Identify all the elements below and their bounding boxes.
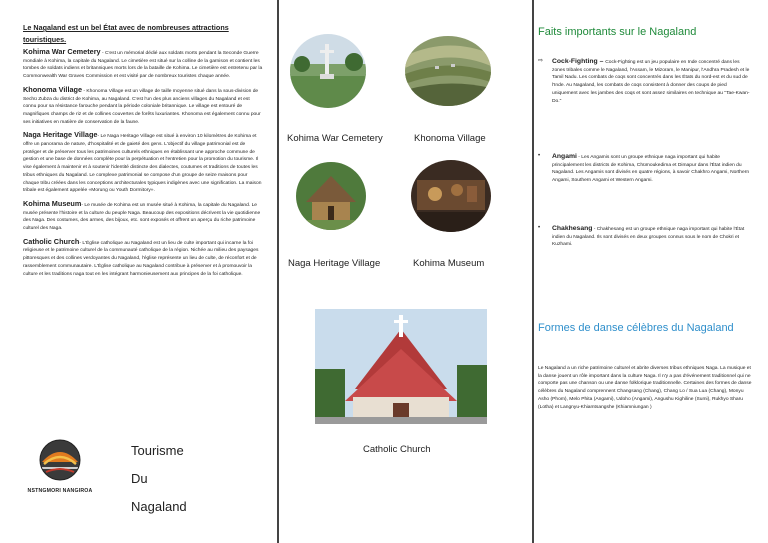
right-panel xyxy=(534,0,768,543)
entry-text: - Le Naga Heritage Village est situé à environ 10 kilomètres de Kohima et offre un panorama de nature, d'hospitalité et de gaieté des gens. L'objectif du village patrimonial est de protéger et de préserver tous les patrimoines culturels ethniques en établissant une approche commune de gestion et une base de données complète pour la perpétuation et l'entretien pour la promotion du tourisme. Il vise également à maintenir et à soutenir l'identité distincte des dialectes, coutumes et traditions de toutes les tribus ethniques du Nagaland. Le complexe patrimonial se compose d'un groupe de seize maisons pour chaque tribu créées dans les conceptions architecturales typiques indigènes avec une signification. La maison tribale est également appelée «Morung ou Youth Dormitory». xyxy=(23,134,262,194)
fact-item-chakhesang xyxy=(538,225,753,249)
arrow-bullet-icon: ⇨ xyxy=(538,58,544,64)
fact-text: Cock-Fighting est un jeu populaire en Inde concentré dans les zones tribales comme le Nagaland, l'Assam, le Mizoram, le Manipur, l'Andhra Pradesh et le Tamil Nadu. Les combats de coqs sont concentrés dans les États du nord-est et du sud de l'Inde. Au Nagaland, les combats de coqs consistent à donner des coups de pied uniquement avec les jambes des coqs et sont assez similaires en technique au "Tae-Kwan-Do." xyxy=(552,60,750,104)
attractions-heading: Le Nagaland est un bel État avec de nombreuses attractions touristiques. xyxy=(23,23,229,44)
entry-kohima-museum xyxy=(23,200,263,233)
kohima-museum-photo xyxy=(411,160,491,232)
entry-title: Kohima War Cemetery xyxy=(23,47,101,56)
fact-title: Angami xyxy=(552,153,577,160)
entry-war-cemetery xyxy=(23,48,263,81)
divider-left xyxy=(277,0,279,543)
fact-item-cock-fighting xyxy=(538,58,753,105)
entry-title: Naga Heritage Village xyxy=(23,130,98,140)
entry-text: - Le musée de Kohima est un musée situé à Kohima, la capitale du Nagaland. Le musée présente l'histoire et la culture du peuple Naga. Beaucoup des expositions décrivent la vie quotidienne des Naga. Des costumes, des armes, des bijoux, etc. sont exposés et offrent un aperçu du riche patrimoine culturel des Naga. xyxy=(23,202,261,232)
war-cemetery-photo xyxy=(290,34,366,108)
heritage-village-photo xyxy=(296,162,366,230)
entry-text: - C'est un mémorial dédié aux soldats morts pendant la Seconde Guerre mondiale à Kohima, la capitale du Nagaland. Le cimetière est situé sur la colline de la garnison et contient les tombes de soldats indiens et britanniques morts lors de la bataille de Kohima. Le cimetière est entretenu par la Commonwealth War Graves Commission et est visité par de nombreux touristes chaque année. xyxy=(23,51,263,80)
logo-emblem-icon xyxy=(30,438,90,484)
fact-text: - Chakhesang est un groupe ethnique naga important qui habite l'État indien du Nagaland. Ils sont divisés en deux groupes connus sous le nom de Chokri et Kuzhami. xyxy=(552,227,745,248)
dance-paragraph: Le Nagaland a un riche patrimoine culturel et abrite diverses tribus ethniques Naga. La musique et la danse jouent un rôle important dans la culture Naga. Il n'y a pas d'événement traditionnel qui ne comporte pas une chanson ou une danse folklorique traditionnelle. Certaines des formes de danse célèbres du Nagaland comprennent Changsang (Chang), Chang Lo / Sua Lua (Chang), Monyu Asho (Phom), Melo Phita (Angami), Udoho (Angami), Angushu Kighiline (Sumi), Rukhyo Sharu (Lotha) et Langnyu-Khiamtsangshe (Khiamniungan ) xyxy=(538,366,752,410)
caption-kohima-museum: Kohima Museum xyxy=(413,258,485,269)
khonoma-photo xyxy=(405,36,491,106)
tourism-line-1: Tourisme xyxy=(131,443,184,458)
entry-title: Kohima Museum xyxy=(23,198,82,208)
tourism-line-2: Du xyxy=(131,471,148,486)
entry-title: Khonoma Village xyxy=(23,84,83,94)
facts-heading: Faits importants sur le Nagaland xyxy=(538,26,697,38)
tourism-line-3: Nagaland xyxy=(131,499,187,514)
logo-text: NSTNGMORI NANGIROA xyxy=(27,488,93,494)
entry-title: Catholic Church xyxy=(23,236,80,246)
fact-title: Cock-Fighting – xyxy=(552,58,606,65)
caption-catholic-church: Catholic Church xyxy=(363,444,431,455)
entry-catholic-church xyxy=(23,238,263,279)
fact-item-angami xyxy=(538,153,753,185)
dot-bullet-icon: • xyxy=(538,225,541,231)
dot-bullet-icon: • xyxy=(538,153,541,159)
entry-khonoma xyxy=(23,86,263,127)
catholic-church-photo xyxy=(315,309,487,424)
entry-heritage-village xyxy=(23,131,263,195)
entry-text: - Khonoma Village est un village de taille moyenne situé dans la sous-division de Sechü Zubza du district de Kohima, au Nagaland. C'est l'un des plus anciens villages du Nagaland et est connu pour sa résistance farouche pendant la période coloniale britannique. Le village est entouré de magnifiques champs de riz et de collines couvertes de forêts luxuriantes. Khonoma est également connu pour ses initiatives en matière de conservation de la faune. xyxy=(23,88,261,125)
caption-khonoma: Khonoma Village xyxy=(414,133,486,144)
caption-heritage-village: Naga Heritage Village xyxy=(288,258,381,269)
fact-title: Chakhesang xyxy=(552,225,593,232)
dance-heading: Formes de danse célèbres du Nagaland xyxy=(538,322,734,334)
brand-logo-block xyxy=(23,432,95,514)
fact-text: - Les Angamis sont un groupe ethnique naga important qui habite principalement les districts de Kohima, Chümoukedima et Dimapur dans l'État indien du Nagaland. Les Angamis sont divisés en quatre régions, à savoir Chakhro Angami, Northern Angami, Southern Angami et Western Angami. xyxy=(552,155,750,184)
entry-text: - L'Église catholique au Nagaland est un lieu de culte important qui incarne la foi religieuse et le patrimoine culturel de la communauté catholique de la région. Nichée au milieu des paysages pittoresques et des collines verdoyantes du Nagaland, l'église représente un lieu de culte, de réconfort et de rassemblement communautaire. L'Église catholique au Nagaland contribue à préserver et à promouvoir la culture et les traditions naga tout en les intégrant harmonieusement aux principes de la foi catholique. xyxy=(23,240,259,277)
caption-war-cemetery: Kohima War Cemetery xyxy=(287,133,383,144)
